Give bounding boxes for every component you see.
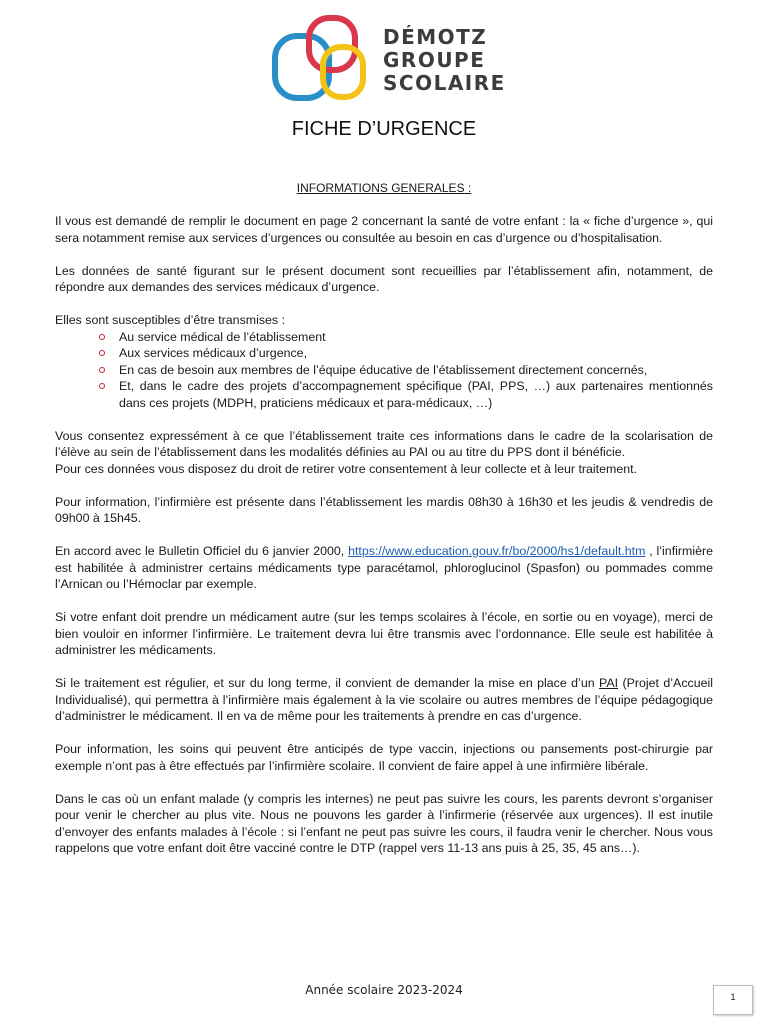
paragraph-horaires-infirmiere: Pour information, l’infirmière est présente dans l’établissement les mardis 08h30 à 16h30 et les jeudis & vendredis de 09h00 à 15h45. <box>55 494 713 525</box>
bo-text-after: , l’infirmière est habilitée à administrer certains médicaments type paracétamol, phloroglucinol (Spasfon) ou pommades comme l’Arnican ou l’Hémoclar par exemple. <box>55 544 713 591</box>
paragraph-donnees-sante: Les données de santé figurant sur le présent document sont recueillies par l’établissement afin, notamment, de répondre aux demandes des services médicaux d’urgence. <box>55 263 713 294</box>
transmission-list <box>55 329 713 412</box>
school-logo <box>272 10 506 110</box>
pai-text-after: (Projet d’Accueil Individualisé), qui permettra à l’infirmière mais également à la vie scolaire ou autres membres de l’équipe pédagogique d’administrer le médicament. Il en va de même pour les traitements à prendre en cas d’urgence. <box>55 676 713 723</box>
list-item: En cas de besoin aux membres de l’équipe éducative de l’établissement directement concernés, <box>119 362 713 379</box>
logo-rings-icon <box>272 10 382 110</box>
page-number: 1 <box>713 985 753 1015</box>
bulletin-officiel-link[interactable]: https://www.education.gouv.fr/bo/2000/hs1/default.htm <box>348 544 646 558</box>
list-item: Au service médical de l’établissement <box>119 329 713 346</box>
section-heading: INFORMATIONS GENERALES : <box>296 181 472 195</box>
list-item: Aux services médicaux d’urgence, <box>119 345 713 362</box>
paragraph-bulletin-officiel <box>55 543 713 593</box>
document-body <box>55 213 713 873</box>
paragraph-enfant-malade: Dans le cas où un enfant malade (y compris les internes) ne peut pas suivre les cours, les parents devront s’organiser pour venir le chercher au plus vite. Nous ne pouvons les garder à l’infirmerie (réservée aux urgences). Il est inutile d’envoyer des enfants malades à l’école : si l’enfant ne peut pas suivre les cours, il faudra venir le chercher. Nous vous rappelons que votre enfant doit être vacciné contre le DTP (rappel vers 11-13 ans puis à 25, 35, 45 ans…). <box>55 791 713 855</box>
bo-text-before: En accord avec le Bulletin Officiel du 6 janvier 2000, <box>55 544 349 558</box>
paragraph-fiche-urgence: Il vous est demandé de remplir le document en page 2 concernant la santé de votre enfant : la « fiche d’urgence », qui sera notamment remise aux services d’urgences ou consultée au besoin en cas d’urgence ou d’hospitalisation. <box>55 214 713 245</box>
footer-school-year: Année scolaire 2023-2024 <box>305 983 463 997</box>
paragraph-droit-retrait: Pour ces données vous disposez du droit de retirer votre consentement à leur collecte et à leur traitement. <box>55 461 637 476</box>
paragraph-transmission-intro: Elles sont susceptibles d’être transmises : <box>55 313 286 327</box>
logo-line-3: SCOLAIRE <box>383 71 506 95</box>
pai-text-before: Si le traitement est régulier, et sur du long terme, il convient de demander la mise en place d’un <box>55 676 600 690</box>
paragraph-autre-medicament: Si votre enfant doit prendre un médicament autre (sur les temps scolaires à l’école, en sortie ou en voyage), merci de bien vouloir en informer l’infirmière. Le traitement devra lui être transmis avec l’ordonnance. Elle seule est habilitée à administrer les médicaments. <box>55 610 713 657</box>
paragraph-pai <box>55 675 713 725</box>
list-item: Et, dans le cadre des projets d’accompagnement spécifique (PAI, PPS, …) aux partenaires mentionnés dans ces projets (MDPH, praticiens médicaux et para-médicaux, …) <box>119 379 713 410</box>
paragraph-consentement: Vous consentez expressément à ce que l’établissement traite ces informations dans le cadre de la scolarisation de l’élève au sein de l’établissement dans les modalités définies au PAI ou au titre du PPS dont il bénéficie. <box>55 428 713 459</box>
paragraph-soins-anticipes: Pour information, les soins qui peuvent être anticipés de type vaccin, injections ou pansements post-chirurgie par exemple n’ont pas à être effectués par l’infirmière scolaire. Il convient de faire appel à une infirmière libérale. <box>55 742 713 773</box>
logo-line-1: DÉMOTZ <box>383 25 488 49</box>
logo-wordmark <box>383 26 506 95</box>
page-title: FICHE D’URGENCE <box>291 118 477 140</box>
logo-line-2: GROUPE <box>383 48 486 72</box>
pai-term: PAI <box>599 676 619 690</box>
